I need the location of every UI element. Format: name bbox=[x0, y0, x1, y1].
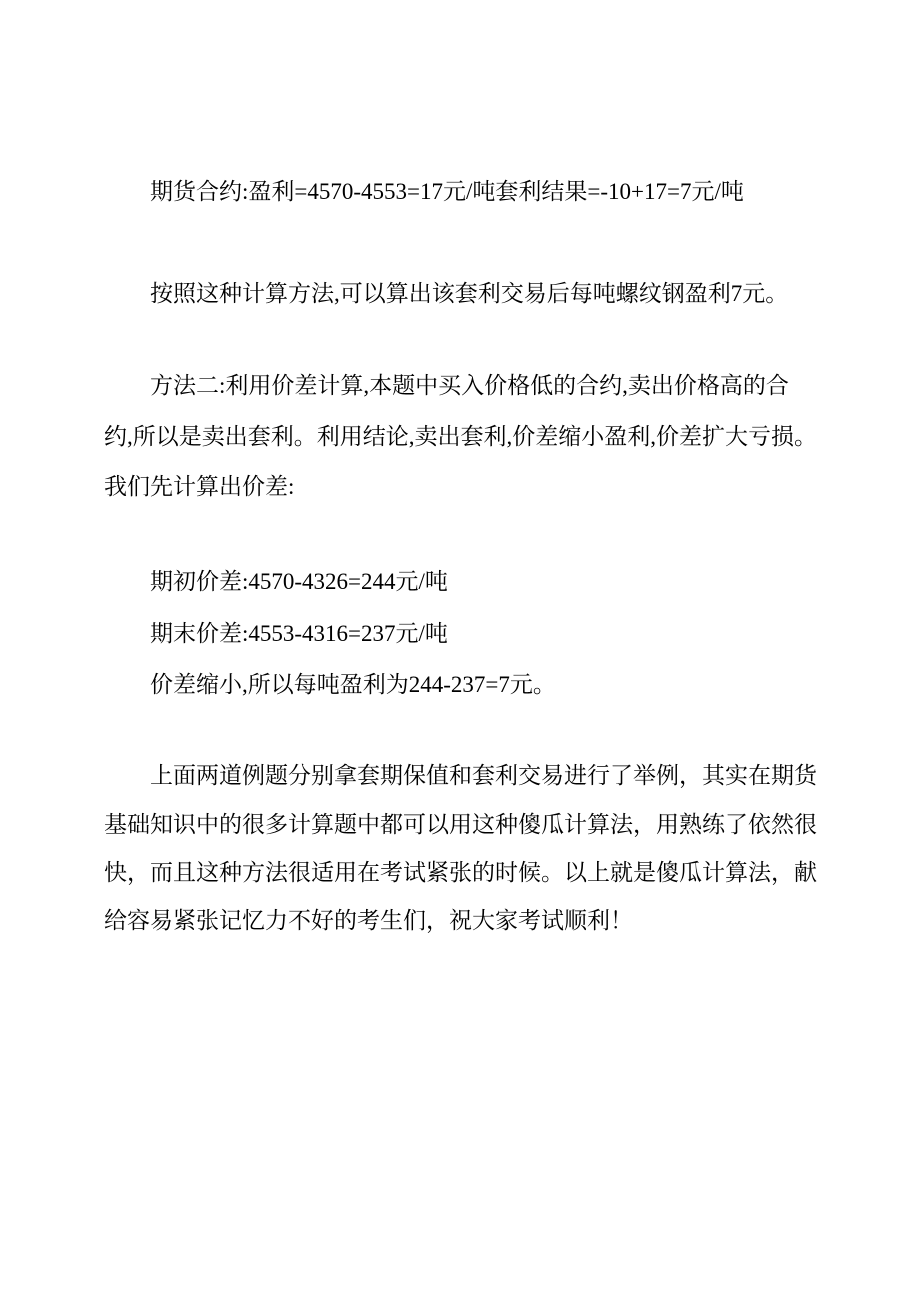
conclusion-line-2: 基础知识中的很多计算题中都可以用这种傻瓜计算法，用熟练了依然很 bbox=[104, 812, 817, 837]
final-spread-line: 期末价差:4553-4316=237元/吨 bbox=[150, 621, 448, 646]
method-two-line-1: 方法二:利用价差计算,本题中买入价格低的合约,卖出价格高的合 bbox=[150, 373, 789, 398]
initial-spread-line: 期初价差:4570-4326=244元/吨 bbox=[150, 569, 448, 594]
conclusion-line-4: 给容易紧张记忆力不好的考生们，祝大家考试顺利！ bbox=[104, 908, 633, 933]
conclusion-line-1: 上面两道例题分别拿套期保值和套利交易进行了举例，其实在期货 bbox=[150, 763, 817, 788]
method-two-line-3: 我们先计算出价差: bbox=[104, 474, 295, 499]
conclusion-line-3: 快，而且这种方法很适用在考试紧张的时候。以上就是傻瓜计算法，献 bbox=[104, 860, 817, 885]
spread-result-line: 价差缩小,所以每吨盈利为244-237=7元。 bbox=[150, 672, 556, 697]
futures-profit-line: 期货合约:盈利=4570-4553=17元/吨套利结果=-10+17=7元/吨 bbox=[150, 179, 744, 204]
method-two-line-2: 约,所以是卖出套利。利用结论,卖出套利,价差缩小盈利,价差扩大亏损。 bbox=[104, 424, 817, 449]
method-summary-line: 按照这种计算方法,可以算出该套利交易后每吨螺纹钢盈利7元。 bbox=[150, 281, 789, 306]
